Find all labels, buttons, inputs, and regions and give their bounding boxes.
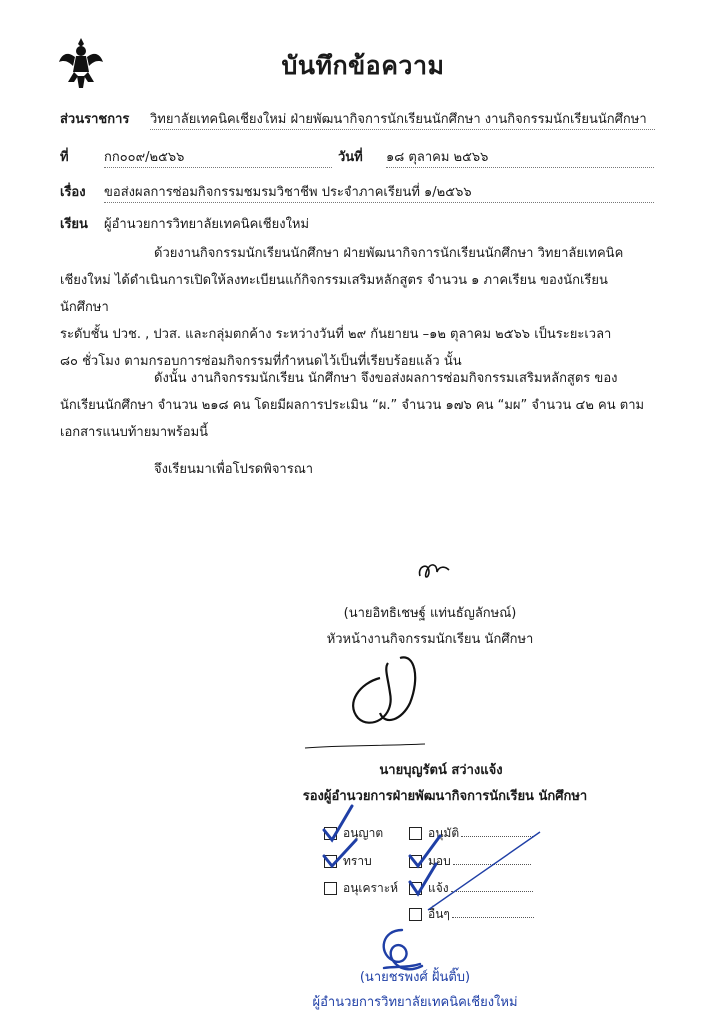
approval-option-assist[interactable]: อนุเคราะห์ — [324, 879, 398, 898]
memo-title: บันทึกข้อความ — [281, 51, 445, 80]
date-label: วันที่ — [338, 150, 363, 165]
p2-line: ดังนั้น งานกิจกรรมนักเรียน นักศึกษา จึงขอส่งผลการซ่อมกิจกรรมเสริมหลักสูตร ของ — [154, 371, 618, 386]
signer-1-position: หัวหน้างานกิจกรรมนักเรียน นักศึกษา — [326, 632, 534, 647]
p1-line: ระดับชั้น ปวช. , ปวส. และกลุ่มตกค้าง ระหว่างวันที่ ๒๙ กันยายน –๑๒ ตุลาคม ๒๕๖๖ เป็นระยะเวลา — [60, 327, 612, 342]
signature-2-underline — [300, 742, 430, 752]
approval-option-approve[interactable]: อนุญาต — [324, 824, 383, 843]
signer-3-position: ผู้อำนวยการวิทยาลัยเทคนิคเชียงใหม่ — [312, 995, 518, 1010]
signature-1-scribble — [415, 556, 455, 586]
signature-2-scribble — [340, 648, 450, 738]
p2-line: เอกสารแนบท้ายมาพร้อมนี้ — [60, 425, 209, 440]
signer-2-position: รองผู้อำนวยการฝ่ายพัฒนากิจการนักเรียน นักศึกษา — [302, 789, 588, 804]
p1-line: ด้วยงานกิจกรรมนักเรียนนักศึกษา ฝ่ายพัฒนากิจการนักเรียนนักศึกษา วิทยาลัยเทคนิค — [154, 246, 624, 261]
approval-option-other[interactable]: อื่นๆ — [409, 905, 537, 924]
p2-line: นักเรียนนักศึกษา จำนวน ๒๑๘ คน โดยมีผลการประเมิน “ผ.” จำนวน ๑๗๖ คน “มผ” จำนวน ๔๒ คน ตาม — [60, 398, 645, 413]
signer-2-name: นายบุญรัตน์ สว่างแจ้ง — [379, 763, 503, 778]
approval-option-notify[interactable]: แจ้ง — [409, 879, 537, 898]
p1-line: เชียงใหม่ ได้ดำเนินการเปิดให้ลงทะเบียนแก้กิจกรรมเสริมหลักสูตร จำนวน ๑ ภาคเรียน ของนักเรียน นักศึกษา — [60, 273, 608, 315]
to-label: เรียน — [60, 217, 88, 232]
signer-3-name: (นายชรพงศ์ ฝั้นติ๊บ) — [359, 970, 471, 985]
closing-line: จึงเรียนมาเพื่อโปรดพิจารณา — [154, 462, 314, 477]
subject-value: ขอส่งผลการซ่อมกิจกรรมชมรมวิชาชีพ ประจำภาคเรียนที่ ๑/๒๕๖๖ — [104, 181, 654, 203]
ref-value: กก๐๐๙/๒๕๖๖ — [104, 146, 332, 168]
body-paragraph-1 — [60, 240, 660, 375]
agency-value: วิทยาลัยเทคนิคเชียงใหม่ ฝ่ายพัฒนากิจการนักเรียนนักศึกษา งานกิจกรรมนักเรียนนักศึกษา — [150, 108, 655, 130]
to-value: ผู้อำนวยการวิทยาลัยเทคนิคเชียงใหม่ — [104, 217, 310, 232]
p1-line: ๘๐ ชั่วโมง ตามกรอบการซ่อมกิจกรรมที่กำหนดไว้เป็นที่เรียบร้อยแล้ว นั้น — [60, 354, 462, 369]
blue-checkmarks-ink — [318, 800, 548, 920]
approval-option-authorize[interactable]: อนุมัติ — [409, 824, 537, 843]
body-paragraph-2 — [60, 365, 660, 446]
date-value: ๑๘ ตุลาคม ๒๕๖๖ — [386, 146, 654, 168]
approval-option-assign[interactable]: มอบ — [409, 852, 537, 871]
ref-label: ที่ — [60, 150, 69, 165]
approval-option-acknowledge[interactable]: ทราบ — [324, 852, 372, 871]
agency-label: ส่วนราชการ — [60, 112, 130, 127]
subject-label: เรื่อง — [60, 185, 86, 200]
signer-1-name: (นายอิทธิเชษฐ์ แท่นธัญลักษณ์) — [343, 606, 517, 621]
